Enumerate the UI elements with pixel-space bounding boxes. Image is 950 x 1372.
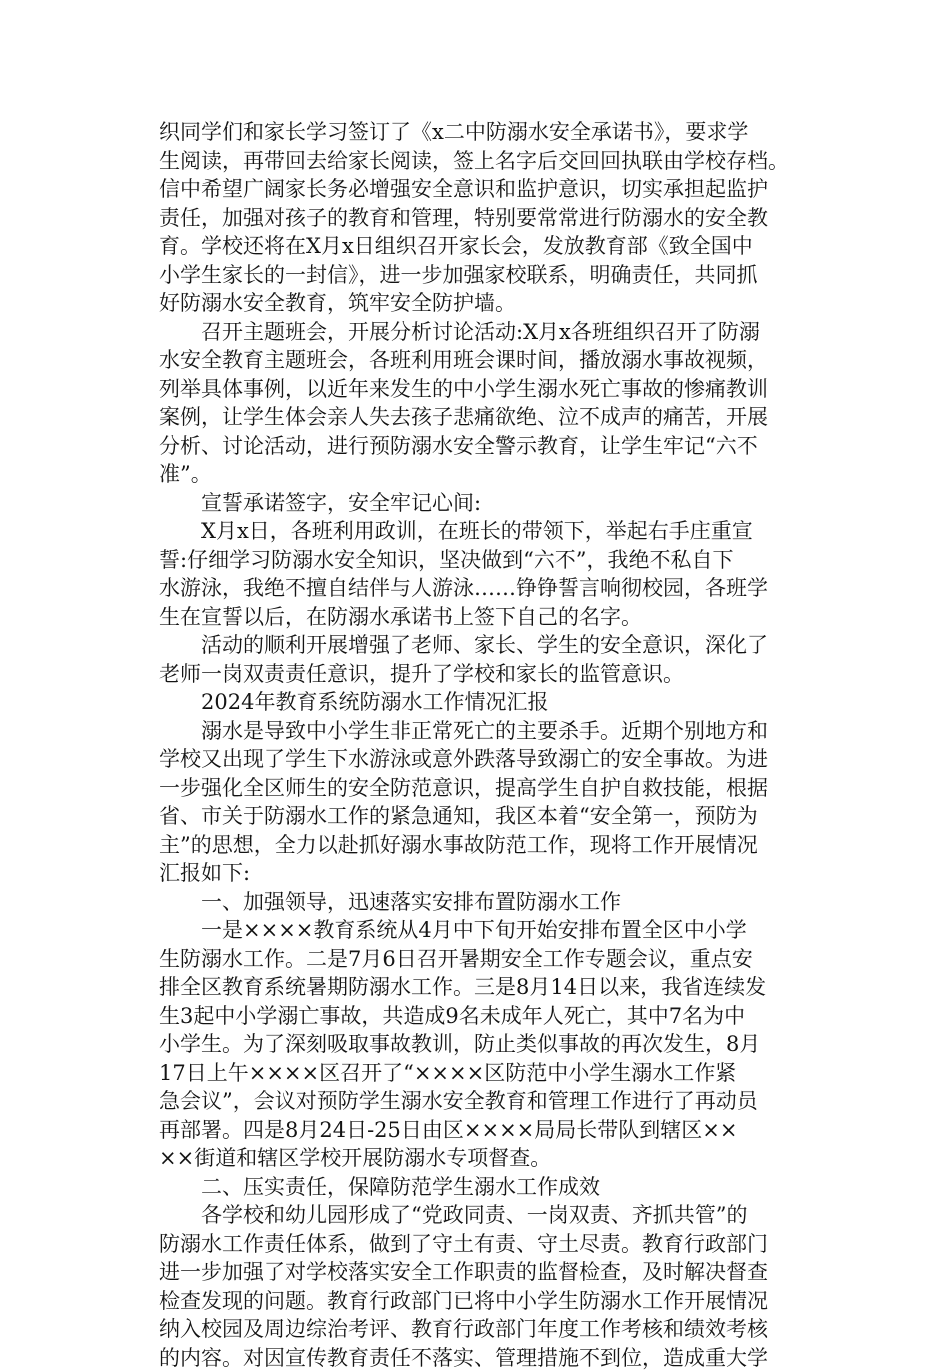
text-line: 主”的思想，全力以赴抓好溺水事故防范工作，现将工作开展情况: [159, 831, 811, 860]
text-line: 生在宣誓以后，在防溺水承诺书上签下自己的名字。: [159, 603, 811, 632]
text-line: 纳入校园及周边综治考评、教育行政部门年度工作考核和绩效考核: [159, 1315, 811, 1344]
text-line: 汇报如下:: [159, 859, 811, 888]
text-line: 分析、讨论活动，进行预防溺水安全警示教育，让学生牢记“六不: [159, 432, 811, 461]
text-line: 二、压实责任，保障防范学生溺水工作成效: [159, 1173, 811, 1202]
text-line: 排全区教育系统暑期防溺水工作。三是8月14日以来，我省连续发: [159, 973, 811, 1002]
text-line: 小学生。为了深刻吸取事故教训，防止类似事故的再次发生，8月: [159, 1030, 811, 1059]
text-line: 学校又出现了学生下水游泳或意外跌落导致溺亡的安全事故。为进: [159, 745, 811, 774]
text-line: 活动的顺利开展增强了老师、家长、学生的安全意识，深化了: [159, 631, 811, 660]
text-line: 召开主题班会，开展分析讨论活动:X月x各班组织召开了防溺: [159, 318, 811, 347]
text-line: X月x日，各班利用政训，在班长的带领下，举起右手庄重宣: [159, 517, 811, 546]
text-line: 责任，加强对孩子的教育和管理，特别要常常进行防溺水的安全教: [159, 204, 811, 233]
text-line: 准”。: [159, 460, 811, 489]
text-line: 生防溺水工作。二是7月6日召开暑期安全工作专题会议，重点安: [159, 945, 811, 974]
text-line: 织同学们和家长学习签订了《x二中防溺水安全承诺书》，要求学: [159, 118, 811, 147]
text-line: 案例，让学生体会亲人失去孩子悲痛欲绝、泣不成声的痛苦，开展: [159, 403, 811, 432]
text-line: 老师一岗双责责任意识，提升了学校和家长的监管意识。: [159, 660, 811, 689]
text-line: 生3起中小学溺亡事故，共造成9名未成年人死亡，其中7名为中: [159, 1002, 811, 1031]
text-line: 誓:仔细学习防溺水安全知识，坚决做到“六不”，我绝不私自下: [159, 546, 811, 575]
text-line: 防溺水工作责任体系，做到了守土有责、守土尽责。教育行政部门: [159, 1230, 811, 1259]
text-line: 2024年教育系统防溺水工作情况汇报: [159, 688, 811, 717]
text-line: 列举具体事例，以近年来发生的中小学生溺水死亡事故的惨痛教训: [159, 375, 811, 404]
text-line: 溺水是导致中小学生非正常死亡的主要杀手。近期个别地方和: [159, 717, 811, 746]
text-line: 一、加强领导，迅速落实安排布置防溺水工作: [159, 888, 811, 917]
text-line: 宣誓承诺签字，安全牢记心间:: [159, 489, 811, 518]
text-line: 进一步加强了对学校落实安全工作职责的监督检查，及时解决督查: [159, 1258, 811, 1287]
text-line: 各学校和幼儿园形成了“党政同责、一岗双责、齐抓共管”的: [159, 1201, 811, 1230]
text-line: 急会议”，会议对预防学生溺水安全教育和管理工作进行了再动员: [159, 1087, 811, 1116]
text-line: 省、市关于防溺水工作的紧急通知，我区本着“安全第一，预防为: [159, 802, 811, 831]
text-line: 信中希望广阔家长务必增强安全意识和监护意识，切实承担起监护: [159, 175, 811, 204]
text-line: 生阅读，再带回去给家长阅读，签上名字后交回回执联由学校存档。: [159, 147, 811, 176]
text-line: 小学生家长的一封信》，进一步加强家校联系，明确责任，共同抓: [159, 261, 811, 290]
text-line: 水安全教育主题班会，各班利用班会课时间，播放溺水事故视频，: [159, 346, 811, 375]
text-line: 育。学校还将在X月x日组织召开家长会，发放教育部《致全国中: [159, 232, 811, 261]
text-line: ××街道和辖区学校开展防溺水专项督查。: [159, 1144, 811, 1173]
text-line: 好防溺水安全教育，筑牢安全防护墙。: [159, 289, 811, 318]
text-line: 再部署。四是8月24日-25日由区××××局局长带队到辖区××: [159, 1116, 811, 1145]
text-line: 17日上午××××区召开了“××××区防范中小学生溺水工作紧: [159, 1059, 811, 1088]
text-line: 一步强化全区师生的安全防范意识，提高学生自护自救技能，根据: [159, 774, 811, 803]
text-line: 检查发现的问题。教育行政部门已将中小学生防溺水工作开展情况: [159, 1287, 811, 1316]
text-line: 水游泳，我绝不擅自结伴与人游泳……铮铮誓言响彻校园，各班学: [159, 574, 811, 603]
document-body: [159, 118, 811, 1372]
text-line: 一是××××教育系统从4月中下旬开始安排布置全区中小学: [159, 916, 811, 945]
text-line: 的内容。对因宣传教育责任不落实、管理措施不到位，造成重大学: [159, 1344, 811, 1372]
